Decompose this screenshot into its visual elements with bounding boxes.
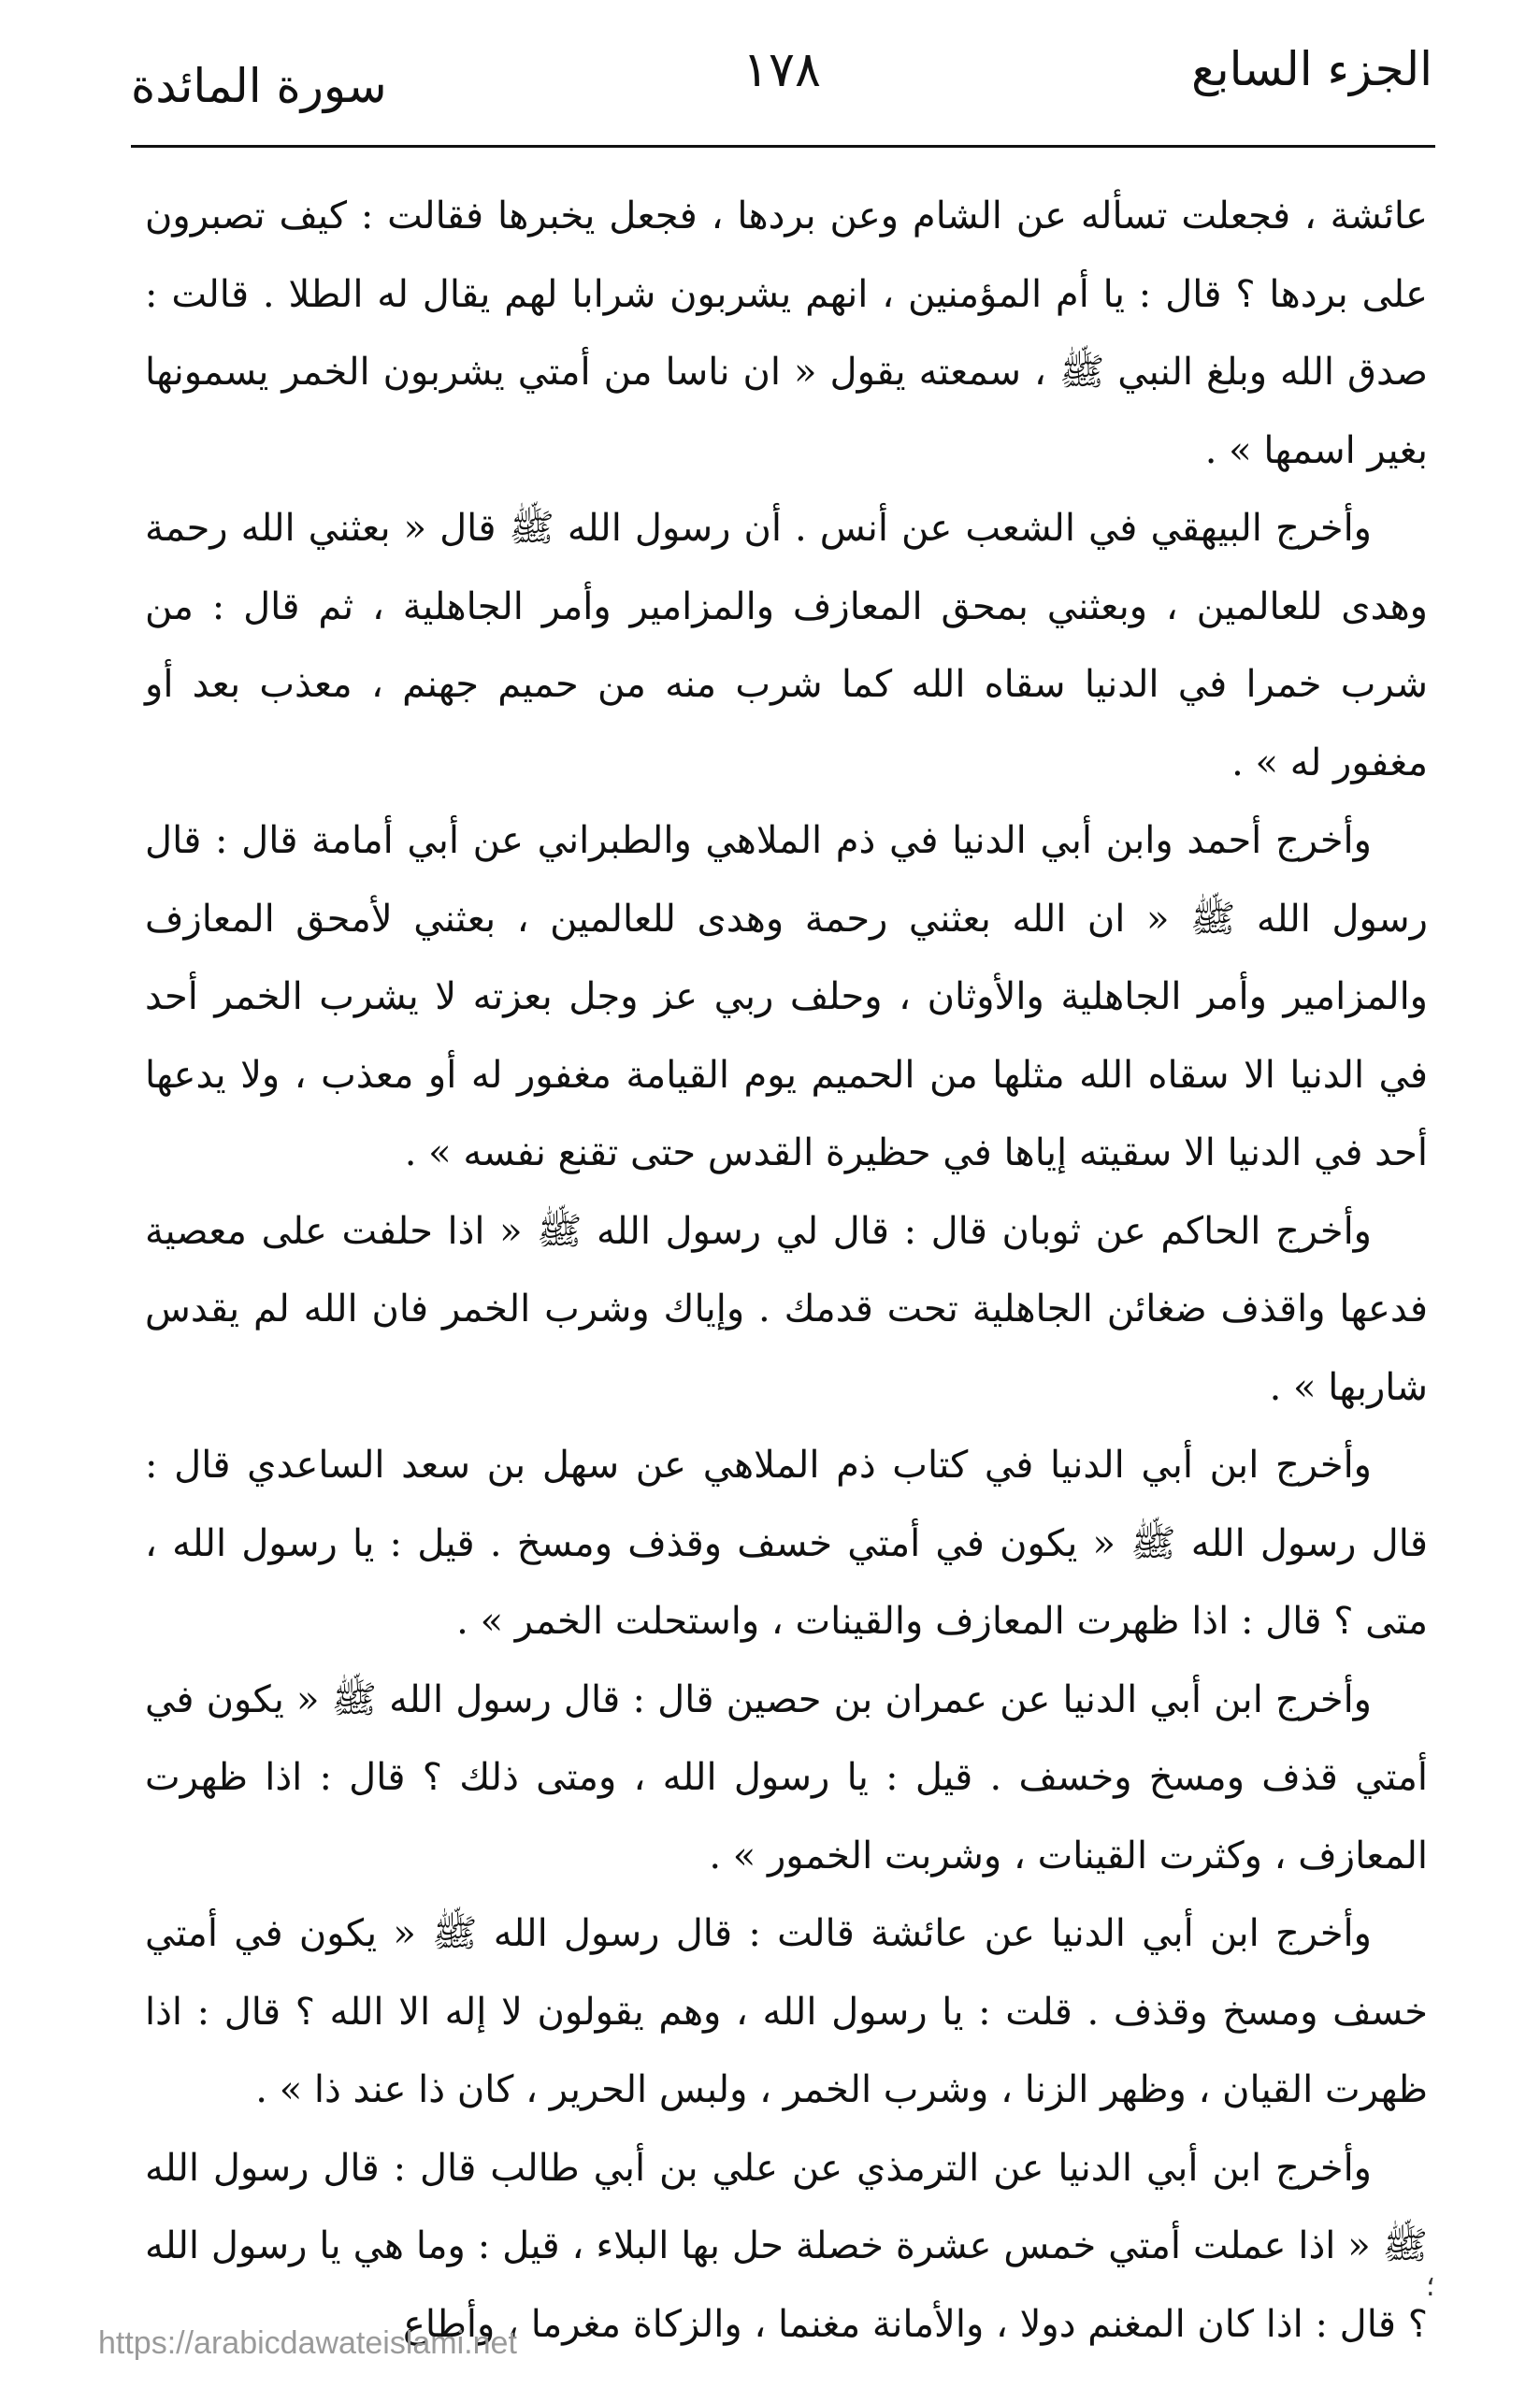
- page-header: [131, 42, 1432, 122]
- paragraph: وأخرج ابن أبي الدنيا عن عمران بن حصين قال : قال رسول الله ﷺ « يكون في أمتي قذف ومسخ وخسف . قيل : يا رسول الله ، ومتى ذلك ؟ قال : اذا ظهرت المعازف ، وكثرت القينات ، وشربت الخمور » .: [145, 1677, 1428, 1877]
- page-number: ١٧٨: [742, 42, 821, 98]
- part-label: الجزء السابع: [1191, 42, 1432, 96]
- paragraph: وأخرج الحاكم عن ثوبان قال : قال لي رسول الله ﷺ « اذا حلفت على معصية فدعها واقذف ضغائن الجاهلية تحت قدمك . وإياك وشرب الخمر فان الله لم يقدس شاربها » .: [145, 1209, 1428, 1409]
- header-rule: [131, 145, 1435, 148]
- surah-label: سورة المائدة: [131, 59, 387, 113]
- paragraph: وأخرج ابن أبي الدنيا في كتاب ذم الملاهي عن سهل بن سعد الساعدي قال : قال رسول الله ﷺ « يكون في أمتي خسف وقذف ومسخ . قيل : يا رسول الله ، متى ؟ قال : اذا ظهرت المعازف والقينات ، واستحلت الخمر » .: [145, 1444, 1428, 1643]
- paragraph: وأخرج البيهقي في الشعب عن أنس . أن رسول الله ﷺ قال « بعثني الله رحمة وهدى للعالمين ، وبعثني بمحق المعازف والمزامير وأمر الجاهلية ، ثم قال : من شرب خمرا في الدنيا سقاه الله كما شرب منه من حميم جهنم ، معذب بعد أو مغفور له » .: [145, 507, 1429, 784]
- watermark-url: https://arabicdawateislami.net: [98, 2325, 517, 2361]
- paragraph: وأخرج أحمد وابن أبي الدنيا في ذم الملاهي والطبراني عن أبي أمامة قال : قال رسول الله ﷺ « ان الله بعثني رحمة وهدى للعالمين ، بعثني لأمحق المعازف والمزامير وأمر الجاهلية والأوثان ، وحلف ربي عز وجل بعزته لا يشرب الخمر أحد في الدنيا الا سقاه الله مثلها من الحميم يوم القيامة مغفور له أو معذب ، ولا يدعها أحد في الدنيا الا سقيته إياها في حظيرة القدس حتى تقنع نفسه » .: [145, 819, 1428, 1174]
- paragraph: وأخرج ابن أبي الدنيا عن الترمذي عن علي بن أبي طالب قال : قال رسول الله ﷺ « اذا عملت أمتي خمس عشرة خصلة حل بها البلاء ، قيل : وما هي يا رسول الله ؟ قال : اذا كان المغنم دولا ، والأمانة مغنما ، والزكاة مغرما ، وأطاع: [145, 2146, 1428, 2346]
- margin-mark: ؛: [1426, 2270, 1435, 2303]
- paragraph: وأخرج ابن أبي الدنيا عن عائشة قالت : قال رسول الله ﷺ « يكون في أمتي خسف ومسخ وقذف . قلت : يا رسول الله ، وهم يقولون لا إله الا الله ؟ قال : اذا ظهرت القيان ، وظهر الزنا ، وشرب الخمر ، ولبس الحرير ، كان ذا عند ذا » .: [145, 1912, 1428, 2111]
- page-body: [145, 178, 1428, 2364]
- paragraph: عائشة ، فجعلت تسأله عن الشام وعن بردها ، فجعل يخبرها فقالت : كيف تصبرون على بردها ؟ قال : يا أم المؤمنين ، انهم يشربون شرابا لهم يقال له الطلا . قالت : صدق الله وبلغ النبي ﷺ ، سمعته يقول « ان ناسا من أمتي يشربون الخمر يسمونها بغير اسمها » .: [145, 194, 1428, 472]
